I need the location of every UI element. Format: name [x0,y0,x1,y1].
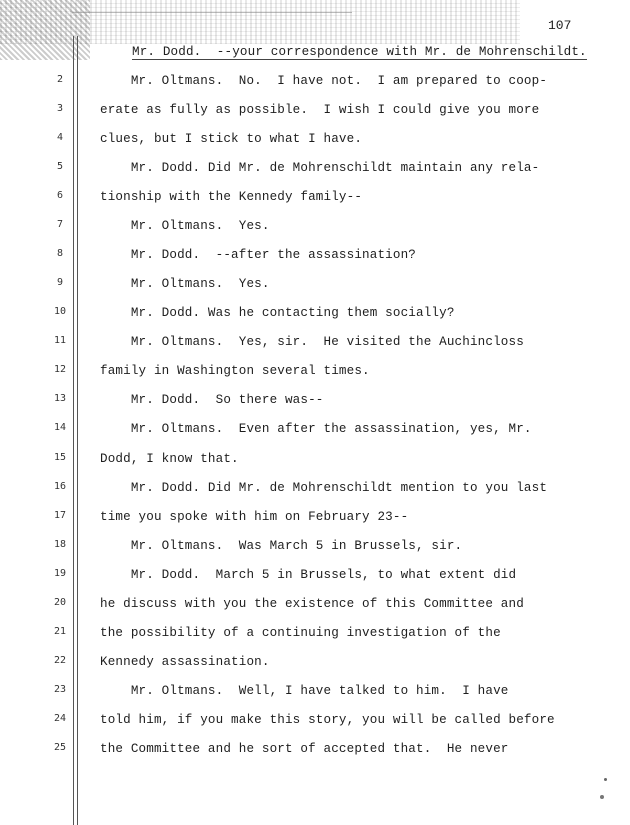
page-number: 107 [548,18,572,33]
transcript-line: he discuss with you the existence of this Committee and [100,597,524,611]
transcript-line: the possibility of a continuing investigation of the [100,626,501,640]
line-number: 7 [56,219,64,230]
transcript-line: Mr. Dodd. Did Mr. de Mohrenschildt mention to you last [100,481,548,495]
line-number: 8 [56,248,64,259]
transcript-line: Mr. Dodd. March 5 in Brussels, to what extent did [100,568,517,582]
transcript-line: Mr. Dodd. Did Mr. de Mohrenschildt maintain any rela- [100,161,540,175]
line-number: 19 [53,568,67,579]
line-number: 14 [53,422,67,433]
transcript-line: Mr. Oltmans. Was March 5 in Brussels, sir. [100,539,463,553]
transcript-line: tionship with the Kennedy family-- [100,190,363,204]
top-rule [72,12,352,19]
transcript-line: Mr. Oltmans. Yes, sir. He visited the Auchincloss [100,335,524,349]
line-number: 23 [53,684,67,695]
scan-speck [600,795,604,799]
transcript-line: time you spoke with him on February 23-- [100,510,409,524]
left-margin-rule [73,36,78,825]
transcript-line: Mr. Oltmans. Yes. [100,277,270,291]
line-number: 5 [56,161,64,172]
line-number: 4 [56,132,64,143]
line-number: 9 [56,277,64,288]
line-number: 24 [53,713,67,724]
scan-speck [604,778,607,781]
line-number: 15 [53,452,67,463]
transcript-line: clues, but I stick to what I have. [100,132,363,146]
line-number: 10 [53,306,67,317]
line-number: 17 [53,510,67,521]
transcript-line: Mr. Dodd. --after the assassination? [100,248,417,262]
line-number: 25 [53,742,67,753]
line-number: 20 [53,597,67,608]
line-number: 11 [53,335,67,346]
line-number: 21 [53,626,67,637]
line-number: 16 [53,481,67,492]
transcript-line: Mr. Dodd. --your correspondence with Mr. de Mohrenschildt. [132,45,587,59]
line-number: 12 [53,364,67,375]
line-number: 3 [56,103,64,114]
transcript-line: Mr. Oltmans. Even after the assassination, yes, Mr. [100,422,532,436]
line-number: 22 [53,655,67,666]
line-number: 13 [53,393,67,404]
transcript-line: Mr. Oltmans. No. I have not. I am prepared to coop- [100,74,548,88]
transcript-line: Mr. Oltmans. Yes. [100,219,270,233]
transcript-line: family in Washington several times. [100,364,370,378]
transcript-line: Mr. Dodd. Was he contacting them socially? [100,306,455,320]
transcript-line: Mr. Dodd. So there was-- [100,393,324,407]
transcript-line: erate as fully as possible. I wish I could give you more [100,103,540,117]
transcript-line: told him, if you make this story, you will be called before [100,713,555,727]
line-number: 2 [56,74,64,85]
transcript-line: Kennedy assassination. [100,655,270,669]
transcript-line: Dodd, I know that. [100,452,239,466]
line-number: 6 [56,190,64,201]
transcript-line: the Committee and he sort of accepted that. He never [100,742,509,756]
line-number: 18 [53,539,67,550]
transcript-line: Mr. Oltmans. Well, I have talked to him. I have [100,684,509,698]
